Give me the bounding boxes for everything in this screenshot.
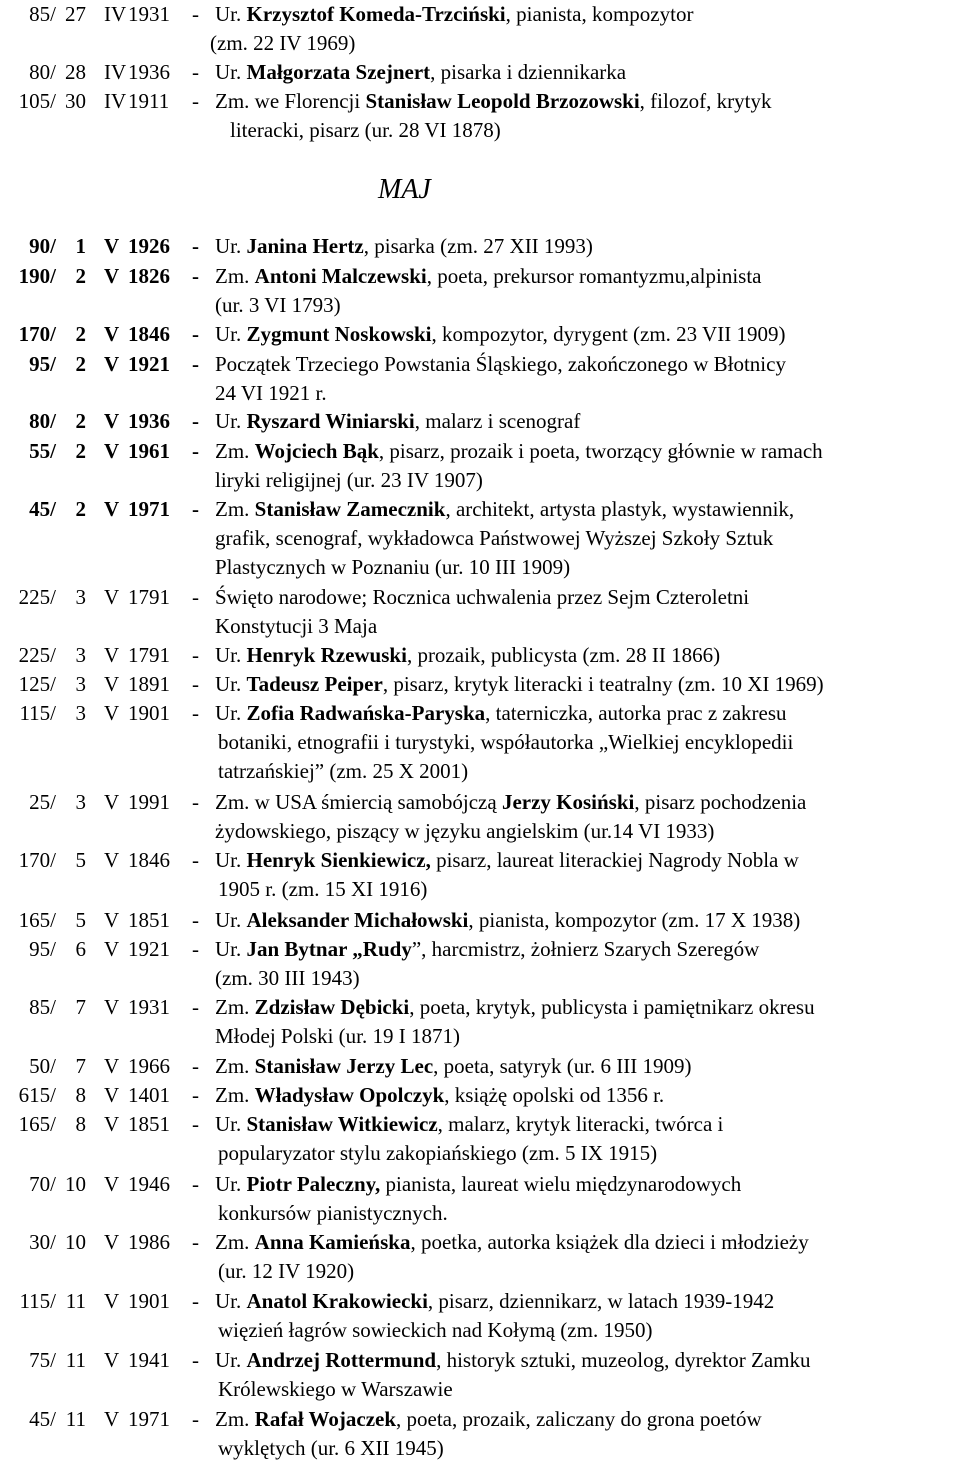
person-name: Andrzej Rottermund [246, 1348, 437, 1372]
separator-dash: - [192, 264, 199, 288]
entry-continuation: więzień łagrów sowieckich nad Kołymą (zm. 1950) [218, 1318, 653, 1342]
separator-dash: - [192, 352, 199, 376]
anniversary-number: 50/ [29, 1054, 56, 1078]
entry-continuation: 1905 r. (zm. 15 XI 1916) [218, 877, 428, 901]
entry-prefix: Ur. [215, 937, 247, 961]
entry-description [215, 58, 626, 87]
anniversary-number: 105/ [18, 89, 56, 113]
separator-dash: - [192, 1083, 199, 1107]
separator-dash: - [192, 585, 199, 609]
anniversary-number: 70/ [29, 1172, 56, 1196]
anniversary-number: 30/ [29, 1230, 56, 1254]
separator-dash: - [192, 1230, 199, 1254]
entry-continuation: żydowskiego, piszący w języku angielskim (ur.14 VI 1933) [215, 819, 715, 843]
entry-continuation: Plastycznych w Poznaniu (ur. 10 III 1909) [215, 555, 571, 579]
year-number: 1911 [128, 89, 170, 113]
entry-prefix: Zm. [215, 1083, 255, 1107]
entry-suffix: , historyk sztuki, muzeolog, dyrektor Zamku [436, 1348, 811, 1372]
month-numeral: V [104, 1083, 120, 1107]
entry-suffix: , książę opolski od 1356 r. [444, 1083, 665, 1107]
day-number: 2 [75, 409, 86, 433]
month-numeral: V [104, 352, 120, 376]
day-number: 3 [75, 585, 86, 609]
anniversary-number: 80/ [29, 60, 56, 84]
person-name: Antoni Malczewski [254, 264, 427, 288]
entry-description [215, 320, 785, 349]
day-number: 2 [75, 352, 86, 376]
anniversary-number: 615/ [18, 1083, 56, 1107]
month-numeral: V [104, 672, 120, 696]
person-name: Krzysztof Komeda-Trzciński [246, 2, 506, 26]
person-name: Stanisław Leopold Brzozowski [365, 89, 640, 113]
entry-prefix: Ur. [215, 643, 247, 667]
entry-description [215, 670, 824, 699]
entry-continuation: liryki religijnej (ur. 23 IV 1907) [215, 468, 483, 492]
person-name: Henryk Rzewuski [246, 643, 407, 667]
year-number: 1901 [128, 1289, 170, 1313]
entry-continuation: literacki, pisarz (ur. 28 VI 1878) [230, 118, 501, 142]
year-number: 1931 [128, 2, 170, 26]
day-number: 2 [75, 497, 86, 521]
month-numeral: V [104, 1348, 120, 1372]
entry-prefix: Ur. [215, 1112, 247, 1136]
entry-description [215, 788, 806, 817]
person-name: Anna Kamieńska [254, 1230, 411, 1254]
separator-dash: - [192, 790, 199, 814]
entry-suffix: , pianista, kompozytor [505, 2, 694, 26]
month-numeral: V [104, 497, 120, 521]
separator-dash: - [192, 848, 199, 872]
year-number: 1941 [128, 1348, 170, 1372]
day-number: 2 [75, 439, 86, 463]
entry-description [215, 350, 786, 379]
anniversary-number: 165/ [18, 1112, 56, 1136]
month-numeral: V [104, 1112, 120, 1136]
entry-suffix: , pisarka i dziennikarka [430, 60, 627, 84]
entry-continuation: popularyzator stylu zakopiańskiego (zm. 5 IX 1915) [218, 1141, 658, 1165]
entry-continuation: 24 VI 1921 r. [215, 381, 327, 405]
day-number: 11 [65, 1407, 86, 1431]
month-numeral: V [104, 643, 120, 667]
year-number: 1926 [128, 234, 170, 258]
year-number: 1966 [128, 1054, 170, 1078]
person-name: Stanisław Witkiewicz [246, 1112, 438, 1136]
person-name: Zofia Radwańska-Paryska [246, 701, 486, 725]
entry-suffix: , poeta, prozaik, zaliczany do grona poetów [396, 1407, 762, 1431]
entry-prefix: Zm. [215, 1407, 255, 1431]
entry-prefix: Ur. [215, 701, 247, 725]
entry-description [215, 846, 799, 875]
entry-description [215, 583, 749, 612]
month-numeral: V [104, 908, 120, 932]
entry-prefix: Ur. [215, 60, 247, 84]
year-number: 1921 [128, 352, 170, 376]
entry-description [215, 906, 800, 935]
entry-continuation: (zm. 22 IV 1969) [210, 31, 356, 55]
entry-suffix: , poeta, krytyk, publicysta i pamiętnikarz okresu [409, 995, 815, 1019]
entry-continuation: (ur. 3 VI 1793) [215, 293, 341, 317]
day-number: 8 [75, 1083, 86, 1107]
entry-suffix: pianista, laureat wielu międzynarodowych [380, 1172, 742, 1196]
anniversary-number: 45/ [29, 1407, 56, 1431]
entry-prefix: Zm. we Florencji [215, 89, 366, 113]
separator-dash: - [192, 322, 199, 346]
entry-description [215, 0, 693, 29]
entry-continuation: Konstytucji 3 Maja [215, 614, 378, 638]
month-numeral: V [104, 937, 120, 961]
year-number: 1851 [128, 1112, 170, 1136]
day-number: 3 [75, 790, 86, 814]
entry-suffix: , poeta, satyryk (ur. 6 III 1909) [433, 1054, 692, 1078]
anniversary-number: 45/ [29, 497, 56, 521]
day-number: 28 [65, 60, 86, 84]
entry-prefix: Zm. [215, 497, 255, 521]
day-number: 27 [65, 2, 86, 26]
entry-suffix: , kompozytor, dyrygent (zm. 23 VII 1909) [431, 322, 786, 346]
separator-dash: - [192, 1172, 199, 1196]
entry-description [215, 993, 815, 1022]
entry-suffix: , pisarz, dziennikarz, w latach 1939-1942 [427, 1289, 775, 1313]
entry-prefix: Ur. [215, 1172, 247, 1196]
separator-dash: - [192, 60, 199, 84]
entry-prefix: Zm. [215, 1054, 255, 1078]
entry-suffix: pisarz, laureat literackiej Nagrody Nobla w [430, 848, 799, 872]
year-number: 1846 [128, 848, 170, 872]
entry-prefix: Ur. [215, 1348, 247, 1372]
anniversary-number: 95/ [29, 937, 56, 961]
day-number: 7 [75, 1054, 86, 1078]
anniversary-number: 55/ [29, 439, 56, 463]
day-number: 7 [75, 995, 86, 1019]
entry-continuation: (zm. 30 III 1943) [215, 966, 360, 990]
anniversary-number: 190/ [18, 264, 56, 288]
year-number: 1931 [128, 995, 170, 1019]
separator-dash: - [192, 701, 199, 725]
entry-suffix: ”, harcmistrz, żołnierz Szarych Szeregów [411, 937, 760, 961]
entry-suffix: , pisarka (zm. 27 XII 1993) [363, 234, 593, 258]
entry-continuation: konkursów pianistycznych. [218, 1201, 448, 1225]
anniversary-number: 80/ [29, 409, 56, 433]
separator-dash: - [192, 89, 199, 113]
month-numeral: V [104, 790, 120, 814]
year-number: 1946 [128, 1172, 170, 1196]
entry-description [215, 935, 759, 964]
person-name: Rafał Wojaczek [254, 1407, 397, 1431]
entry-continuation: (ur. 12 IV 1920) [218, 1259, 355, 1283]
person-name: Zdzisław Dębicki [254, 995, 410, 1019]
day-number: 6 [75, 937, 86, 961]
separator-dash: - [192, 497, 199, 521]
anniversary-number: 165/ [18, 908, 56, 932]
person-name: Henryk Sienkiewicz, [246, 848, 431, 872]
anniversary-number: 225/ [18, 643, 56, 667]
entry-description [215, 1110, 723, 1139]
month-numeral: V [104, 1289, 120, 1313]
entry-prefix: Ur. [215, 409, 247, 433]
person-name: Anatol Krakowiecki [246, 1289, 428, 1313]
separator-dash: - [192, 1112, 199, 1136]
day-number: 5 [75, 908, 86, 932]
day-number: 2 [75, 264, 86, 288]
month-numeral: IV [104, 60, 127, 84]
anniversary-number: 90/ [29, 234, 56, 258]
entry-description [215, 1287, 774, 1316]
entry-prefix: Zm. [215, 439, 255, 463]
year-number: 1971 [128, 497, 170, 521]
entry-description [215, 1346, 811, 1375]
person-name: Małgorzata Szejnert [246, 60, 431, 84]
entry-prefix: Początek Trzeciego Powstania Śląskiego, zakończonego w Błotnicy [215, 352, 786, 376]
person-name: Janina Hertz [246, 234, 364, 258]
separator-dash: - [192, 937, 199, 961]
month-numeral: IV [104, 89, 127, 113]
entry-prefix: Ur. [215, 908, 247, 932]
entry-suffix: , taterniczka, autorka prac z zakresu [485, 701, 787, 725]
anniversary-number: 85/ [29, 2, 56, 26]
entry-description [215, 87, 771, 116]
month-numeral: V [104, 1172, 120, 1196]
entry-suffix: , prozaik, publicysta (zm. 28 II 1866) [406, 643, 721, 667]
entry-suffix: , pianista, kompozytor (zm. 17 X 1938) [468, 908, 801, 932]
year-number: 1901 [128, 701, 170, 725]
entry-suffix: , pisarz, prozaik i poeta, tworzący głównie w ramach [378, 439, 823, 463]
separator-dash: - [192, 1289, 199, 1313]
day-number: 10 [65, 1172, 86, 1196]
anniversary-number: 170/ [18, 322, 56, 346]
separator-dash: - [192, 1407, 199, 1431]
entry-description [215, 1170, 741, 1199]
separator-dash: - [192, 2, 199, 26]
year-number: 1936 [128, 409, 170, 433]
separator-dash: - [192, 1054, 199, 1078]
person-name: Tadeusz Peiper [246, 672, 383, 696]
person-name: Władysław Opolczyk [254, 1083, 445, 1107]
person-name: Jerzy Kosiński [501, 790, 635, 814]
entry-suffix: , pisarz, krytyk literacki i teatralny (zm. 10 XI 1969) [382, 672, 824, 696]
anniversary-number: 225/ [18, 585, 56, 609]
day-number: 3 [75, 701, 86, 725]
person-name: Ryszard Winiarski [246, 409, 415, 433]
year-number: 1791 [128, 585, 170, 609]
entry-suffix: , architekt, artysta plastyk, wystawiennik, [445, 497, 795, 521]
entry-description [215, 262, 762, 291]
separator-dash: - [192, 234, 199, 258]
day-number: 8 [75, 1112, 86, 1136]
year-number: 1401 [128, 1083, 170, 1107]
separator-dash: - [192, 672, 199, 696]
anniversary-number: 115/ [19, 701, 56, 725]
separator-dash: - [192, 995, 199, 1019]
anniversary-number: 25/ [29, 790, 56, 814]
day-number: 2 [75, 322, 86, 346]
entry-suffix: , malarz i scenograf [414, 409, 581, 433]
entry-suffix: , filozof, krytyk [639, 89, 772, 113]
year-number: 1851 [128, 908, 170, 932]
entry-suffix: , poeta, prekursor romantyzmu,alpinista [426, 264, 762, 288]
entry-description [215, 641, 720, 670]
month-numeral: V [104, 995, 120, 1019]
person-name: Wojciech Bąk [254, 439, 379, 463]
entry-prefix: Ur. [215, 1289, 247, 1313]
entry-suffix: , pisarz pochodzenia [634, 790, 807, 814]
entry-prefix: Święto narodowe; Rocznica uchwalenia przez Sejm Czteroletni [215, 585, 750, 609]
month-numeral: V [104, 409, 120, 433]
month-numeral: V [104, 1230, 120, 1254]
entry-description [215, 1052, 692, 1081]
year-number: 1846 [128, 322, 170, 346]
entry-description [215, 232, 593, 261]
section-heading-month: MAJ [378, 174, 431, 205]
entry-prefix: Ur. [215, 234, 247, 258]
month-numeral: V [104, 264, 120, 288]
anniversary-number: 125/ [18, 672, 56, 696]
month-numeral: IV [104, 2, 127, 26]
entry-description [215, 699, 787, 728]
separator-dash: - [192, 1348, 199, 1372]
entry-description [215, 407, 580, 436]
month-numeral: V [104, 234, 120, 258]
entry-suffix: , poetka, autorka książek dla dzieci i młodzieży [410, 1230, 809, 1254]
year-number: 1971 [128, 1407, 170, 1431]
month-numeral: V [104, 585, 120, 609]
month-numeral: V [104, 701, 120, 725]
anniversary-number: 170/ [18, 848, 56, 872]
entry-prefix: Zm. w USA śmiercią samobójczą [215, 790, 502, 814]
entry-description [215, 1081, 664, 1110]
person-name: Stanisław Jerzy Lec [254, 1054, 434, 1078]
year-number: 1986 [128, 1230, 170, 1254]
separator-dash: - [192, 409, 199, 433]
entry-description [215, 1228, 809, 1257]
entry-continuation: Królewskiego w Warszawie [218, 1377, 453, 1401]
person-name: Aleksander Michałowski [246, 908, 469, 932]
year-number: 1921 [128, 937, 170, 961]
day-number: 1 [75, 234, 86, 258]
month-numeral: V [104, 1054, 120, 1078]
entry-continuation: Młodej Polski (ur. 19 I 1871) [215, 1024, 460, 1048]
year-number: 1791 [128, 643, 170, 667]
day-number: 30 [65, 89, 86, 113]
anniversary-number: 115/ [19, 1289, 56, 1313]
entry-description [215, 437, 823, 466]
day-number: 11 [65, 1289, 86, 1313]
person-name: Piotr Paleczny, [246, 1172, 381, 1196]
person-name: Jan Bytnar „Rudy [246, 937, 412, 961]
anniversary-number: 85/ [29, 995, 56, 1019]
month-numeral: V [104, 848, 120, 872]
day-number: 3 [75, 672, 86, 696]
year-number: 1936 [128, 60, 170, 84]
entry-continuation: wyklętych (ur. 6 XII 1945) [218, 1436, 444, 1460]
year-number: 1991 [128, 790, 170, 814]
year-number: 1826 [128, 264, 170, 288]
entry-continuation: grafik, scenograf, wykładowca Państwowej Wyższej Szkoły Sztuk [215, 526, 774, 550]
day-number: 11 [65, 1348, 86, 1372]
year-number: 1961 [128, 439, 170, 463]
entry-prefix: Ur. [215, 2, 247, 26]
entry-prefix: Zm. [215, 1230, 255, 1254]
month-numeral: V [104, 1407, 120, 1431]
entry-description [215, 495, 794, 524]
entry-suffix: , malarz, krytyk literacki, twórca i [437, 1112, 724, 1136]
entry-continuation: tatrzańskiej” (zm. 25 X 2001) [218, 759, 469, 783]
entry-prefix: Zm. [215, 264, 255, 288]
entry-prefix: Ur. [215, 848, 247, 872]
day-number: 10 [65, 1230, 86, 1254]
anniversary-number: 75/ [29, 1348, 56, 1372]
separator-dash: - [192, 908, 199, 932]
entry-description [215, 1405, 762, 1434]
separator-dash: - [192, 643, 199, 667]
entry-prefix: Zm. [215, 995, 255, 1019]
day-number: 3 [75, 643, 86, 667]
entry-prefix: Ur. [215, 322, 247, 346]
year-number: 1891 [128, 672, 170, 696]
separator-dash: - [192, 439, 199, 463]
person-name: Stanisław Zamecznik [254, 497, 446, 521]
anniversary-number: 95/ [29, 352, 56, 376]
month-numeral: V [104, 439, 120, 463]
person-name: Zygmunt Noskowski [246, 322, 432, 346]
day-number: 5 [75, 848, 86, 872]
month-numeral: V [104, 322, 120, 346]
entry-prefix: Ur. [215, 672, 247, 696]
entry-continuation: botaniki, etnografii i turystyki, współautorka „Wielkiej encyklopedii [218, 730, 794, 754]
